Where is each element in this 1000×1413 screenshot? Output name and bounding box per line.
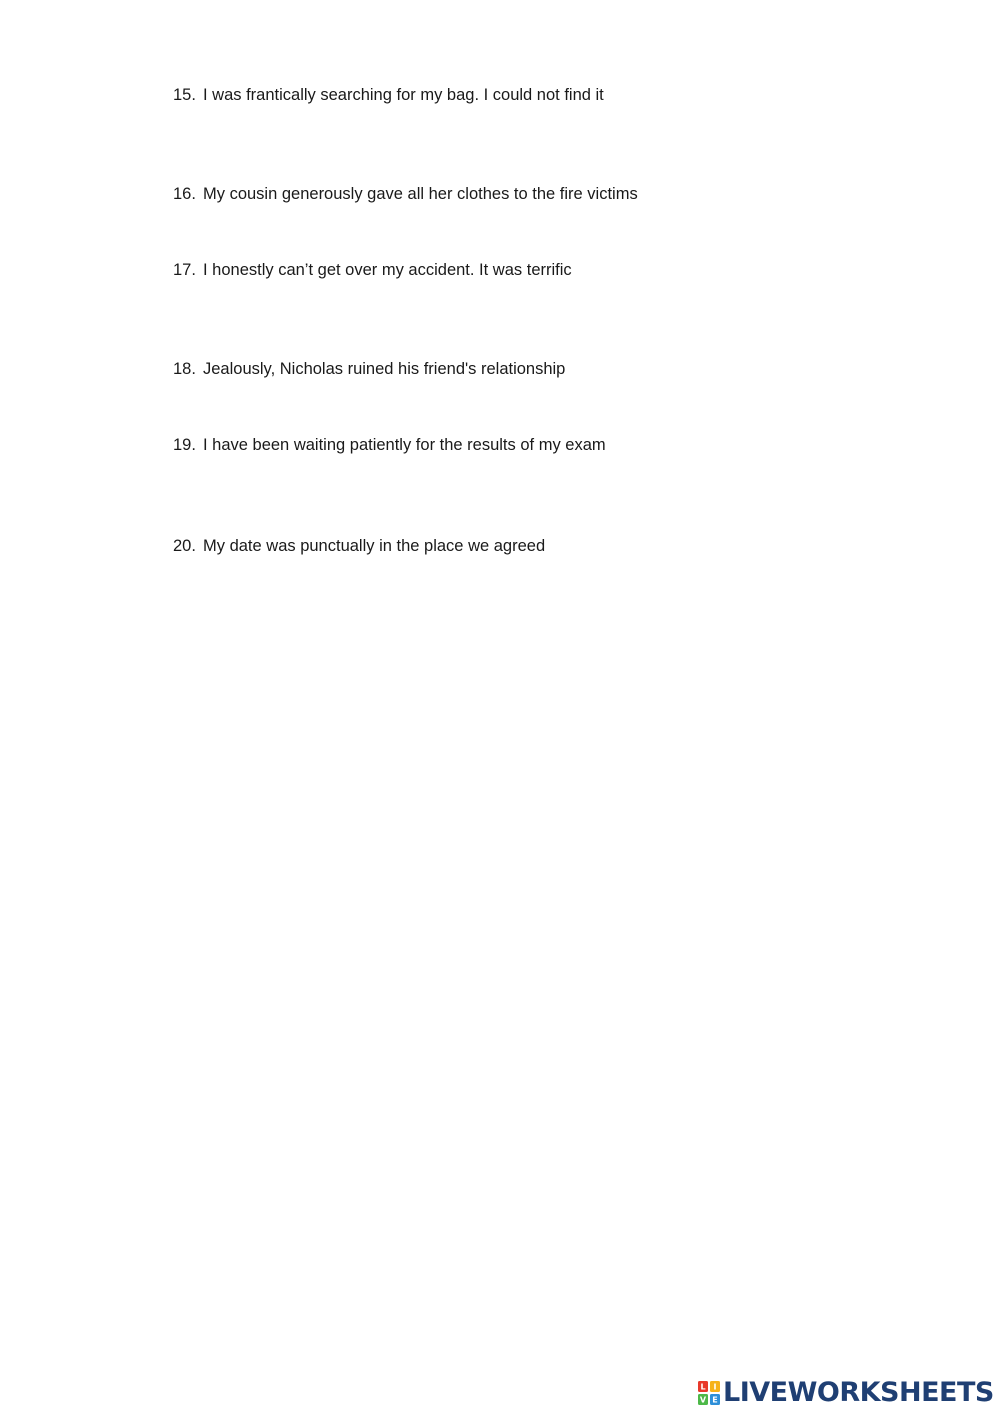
liveworksheets-logo-icon [698, 1381, 720, 1405]
svg-text:V: V [699, 1395, 707, 1405]
svg-text:I: I [713, 1382, 717, 1392]
item-number: 19. [173, 436, 196, 454]
svg-text:E: E [712, 1395, 718, 1405]
list-item [173, 359, 565, 379]
item-number: 18. [173, 360, 196, 378]
item-text: Jealously, Nicholas ruined his friend's relationship [203, 360, 566, 378]
list-item [173, 184, 638, 204]
logo-text: LIVEWORKSHEETS [723, 1377, 994, 1408]
list-item [173, 536, 545, 556]
item-number: 20. [173, 537, 196, 555]
item-text: My date was punctually in the place we agreed [203, 537, 546, 555]
list-item [173, 435, 606, 455]
item-number: 17. [173, 261, 196, 279]
svg-text:L: L [700, 1382, 706, 1392]
list-item [173, 85, 604, 105]
item-number: 16. [173, 185, 196, 203]
item-text: My cousin generously gave all her clothes to the fire victims [203, 185, 638, 203]
item-text: I was frantically searching for my bag. I could not find it [203, 86, 604, 104]
liveworksheets-logo [698, 1379, 994, 1407]
list-item [173, 260, 572, 280]
item-text: I honestly can’t get over my accident. It was terrific [203, 261, 572, 279]
item-text: I have been waiting patiently for the results of my exam [203, 436, 606, 454]
item-number: 15. [173, 86, 196, 104]
